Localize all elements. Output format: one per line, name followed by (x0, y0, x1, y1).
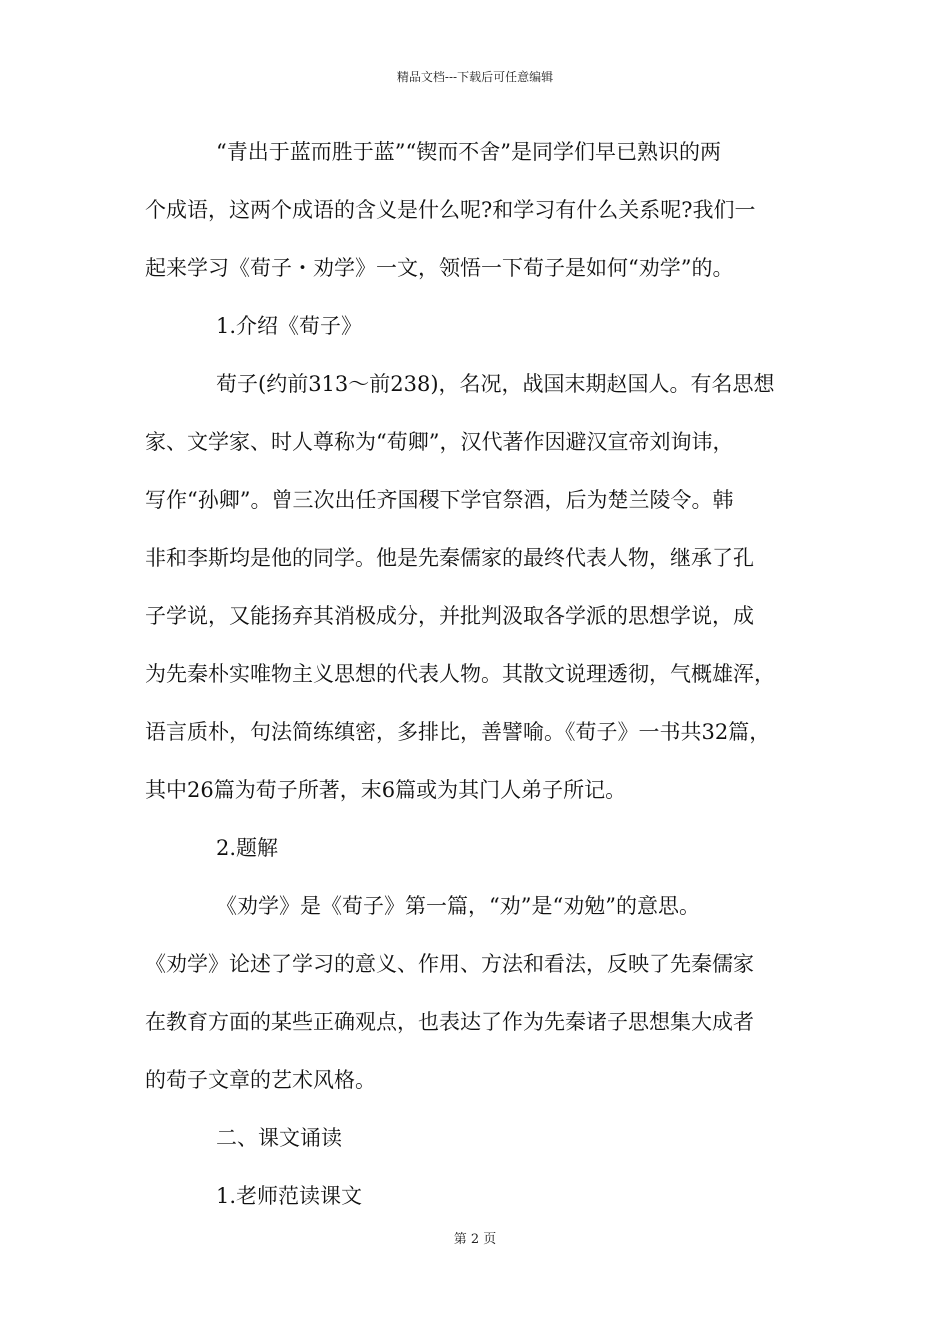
paragraph-line: 的荀子文章的艺术风格。 (145, 1068, 376, 1092)
paragraph-line: 非和李斯均是他的同学。他是先秦儒家的最终代表人物，继承了孔 (145, 546, 754, 570)
section-heading: 二、课文诵读 (216, 1126, 342, 1150)
page-header: 精品文档---下载后可任意编辑 (396, 70, 554, 84)
paragraph-line: 《劝学》论述了学习的意义、作用、方法和看法，反映了先秦儒家 (145, 952, 754, 976)
paragraph-line: 荀子(约前313～前238)，名况，战国末期赵国人。有名思想 (216, 372, 775, 396)
paragraph-line: 起来学习《荀子・劝学》一文，领悟一下荀子是如何“劝学”的。 (145, 256, 734, 280)
paragraph-line: 写作“孙卿”。曾三次出任齐国稷下学官祭酒，后为楚兰陵令。韩 (145, 488, 734, 512)
paragraph-line: 子学说，又能扬弃其消极成分，并批判汲取各学派的思想学说，成 (145, 604, 754, 628)
paragraph-line: 家、文学家、时人尊称为“荀卿”，汉代著作因避汉宣帝刘询讳， (145, 430, 734, 454)
paragraph-line: “青出于蓝而胜于蓝”“锲而不舍”是同学们早已熟识的两 (216, 140, 721, 164)
paragraph-line: 个成语，这两个成语的含义是什么呢?和学习有什么关系呢?我们一 (145, 198, 756, 222)
paragraph-line: 为先秦朴实唯物主义思想的代表人物。其散文说理透彻，气概雄浑， (145, 662, 775, 686)
paragraph-line: 在教育方面的某些正确观点，也表达了作为先秦诸子思想集大成者 (145, 1010, 754, 1034)
paragraph-line: 《劝学》是《荀子》第一篇，“劝”是“劝勉”的意思。 (216, 894, 700, 918)
section-heading: 2.题解 (216, 836, 279, 860)
page-number: 第 2 页 (453, 1232, 497, 1247)
section-heading: 1.老师范读课文 (216, 1184, 363, 1208)
paragraph-line: 语言质朴，句法简练缜密，多排比，善譬喻。《荀子》一书共32篇， (145, 720, 771, 744)
document-body (145, 130, 825, 1232)
paragraph-line: 其中26篇为荀子所著，末6篇或为其门人弟子所记。 (145, 778, 627, 802)
section-heading: 1.介绍《荀子》 (216, 314, 363, 338)
